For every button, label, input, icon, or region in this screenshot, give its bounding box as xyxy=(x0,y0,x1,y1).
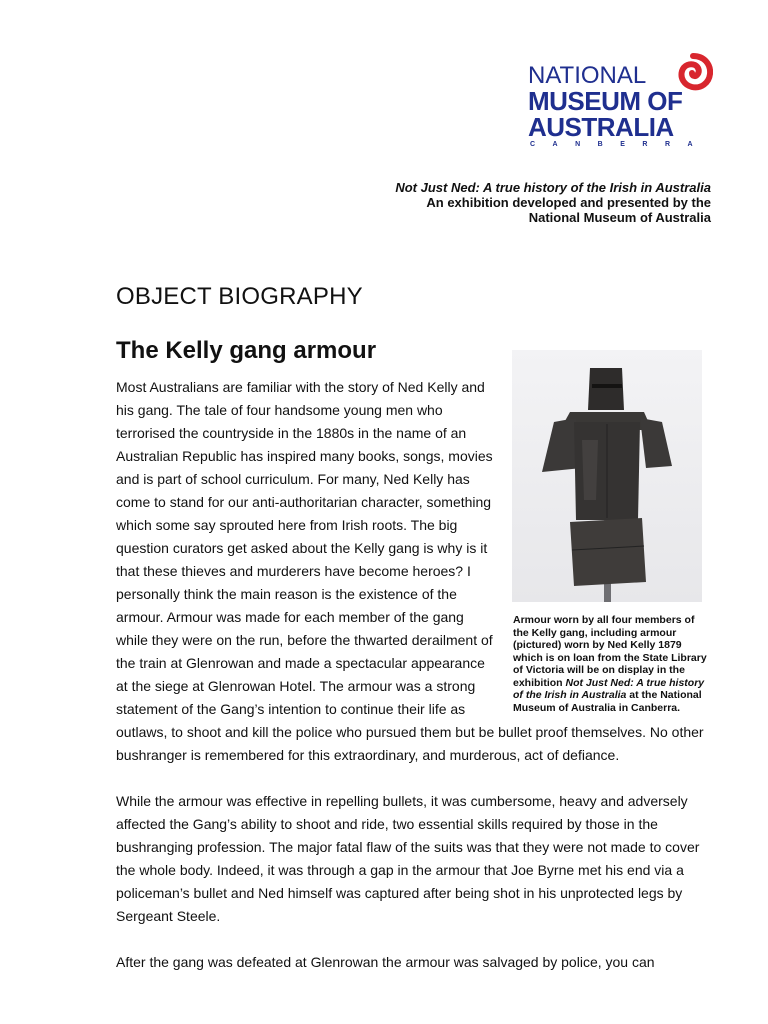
caption-italic-title: Not Just Ned: A true history of the Irish in Australia xyxy=(513,676,705,701)
article-title: The Kelly gang armour xyxy=(116,337,377,364)
logo-line-museum-of: MUSEUM OF xyxy=(528,86,683,116)
exhibition-presenter: National Museum of Australia xyxy=(528,210,711,225)
logo-line-australia: AUSTRALIA xyxy=(528,112,674,142)
body-paragraph-1: Most Australians are familiar with the story of Ned Kelly and his gang. The tale of four handsome young men who terrorised the countryside in the 1880s in the name of an Australian Republic has inspired many books, songs, movies and is part of school curriculum. For many, Ned Kelly has come to stand for our anti-authoritarian character, something which some say sprouted here from Irish roots. The big question curators get asked about the Kelly gang is why is it that these thieves and murderers have become heroes? I personally think the main reason is the existence of the armour. Armour was made for each member of the gang while they were on the run, before the thwarted derailment of the train at Glenrowan and made a spectacular appearance at the siege at Glenrowan Hotel. The armour was a strong statement of the Gang’s intention to continue their life as outlaws, to shoot and kill the police who pursued them but be bullet proof themselves. No other bushranger is remembered for this extraordinary, and murderous, act of defiance. xyxy=(116,379,704,763)
body-paragraph-2: While the armour was effective in repelling bullets, it was cumbersome, heavy and adversely affected the Gang’s ability to shoot and ride, two essential skills required by those in the bushranging profession. The major fatal flaw of the suits was that they were not made to cover the whole body. Indeed, it was through a gap in the armour that Joe Byrne met his end via a policeman’s bullet and Ned himself was captured after being shot in his unprotected legs by Sergeant Steele. xyxy=(116,793,700,924)
caption-text-end: at the National Museum of Australia in Canberra. xyxy=(513,689,702,714)
caption-text: Armour worn by all four members of the Kelly gang, including armour (pictured) worn by Ned Kelly 1879 which is on loan from the State Library of Victoria will be on display in the exhibition xyxy=(513,614,707,689)
article-body xyxy=(116,376,716,997)
exhibition-credit xyxy=(395,180,711,225)
logo-line-canberra: CANBERRA xyxy=(530,141,711,148)
exhibition-title: Not Just Ned: A true history of the Irish in Australia xyxy=(395,180,711,195)
body-paragraph-3: After the gang was defeated at Glenrowan the armour was salvaged by police, you can xyxy=(116,954,655,970)
museum-logo xyxy=(528,52,718,152)
exhibition-credit-line: An exhibition developed and presented by the xyxy=(426,195,711,210)
section-heading: OBJECT BIOGRAPHY xyxy=(116,283,363,310)
logo-line-national: NATIONAL xyxy=(528,62,647,89)
figure-spacer xyxy=(512,350,712,715)
